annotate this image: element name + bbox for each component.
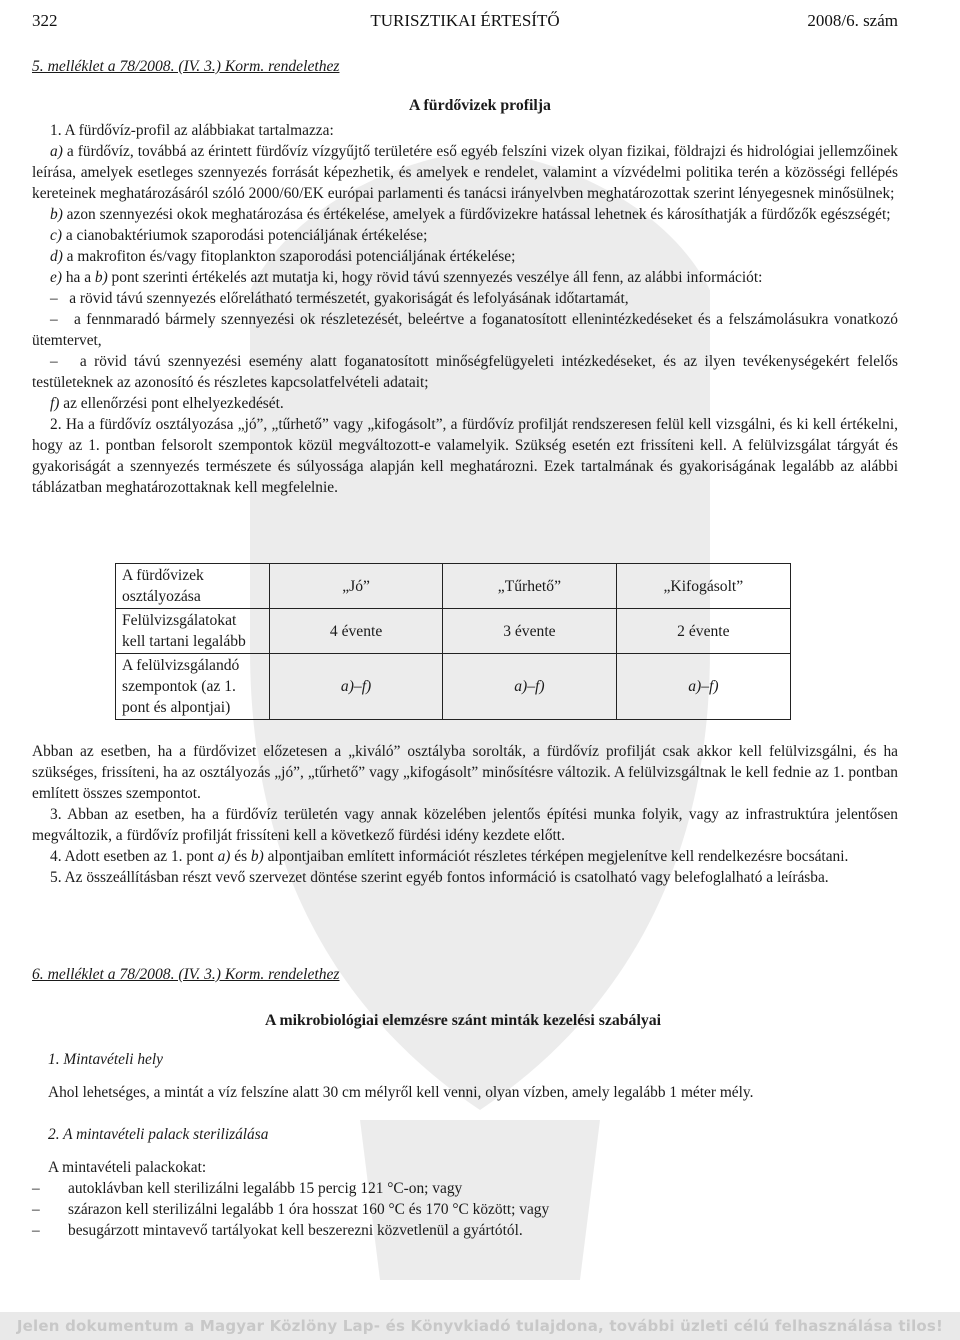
paragraph-3: 3. Abban az esetben, ha a fürdővíz területén vagy annak közelében jelentős építési munka folyik, vagy az infrastruktúra jelentősen megváltozik, a fürdővíz profilját frissíteni kell a következő fürdési idény kezdete előtt. [32, 806, 898, 844]
paragraph-4 [32, 846, 898, 867]
dash-item-2-text: a fennmaradó bármely szennyezési ok részletezését, beleértve a foganatosított ellenintézkedéseket és a felszámolásukra vonatkozó ütemtervet, [32, 311, 898, 349]
table-cell: 2 évente [616, 609, 790, 654]
item-d [32, 246, 898, 267]
list-item: – autoklávban kell sterilizálni legalább 15 percig 121 °C-on; vagy [32, 1180, 463, 1197]
paragraph-4-ref-b: b) [250, 848, 264, 865]
journal-title: TURISZTIKAI ÉRTESÍTŐ [370, 11, 560, 30]
item-a [32, 141, 898, 204]
item-b [32, 204, 898, 225]
table-cell: A felülvizsgálandó szempontok (az 1. pont és alpontjai) [116, 654, 270, 720]
item-b-mark: b) [50, 206, 63, 223]
paragraph-4-ref-a: a) [217, 848, 231, 865]
paragraph-after-table: Abban az esetben, ha a fürdővizet előzetesen a „kiváló” osztályba sorolták, a fürdővíz profilját csak akkor kell felülvizsgálni, és ha szükséges, frissíteni, ha az osztályozás „jó”, „tűrhető” vagy „kifogásolt” minősítésre változik. A felülvizsgáltnak le kell fednie az 1. pontban említett összes szempontot. [32, 743, 898, 802]
item-e-mark: e) [50, 269, 62, 286]
annex-5-label: 5. melléklet a 78/2008. (IV. 3.) Korm. rendelethez [32, 58, 340, 75]
item-c [32, 225, 898, 246]
item-e-ref: b) [94, 269, 108, 286]
dash-item-2: – a fennmaradó bármely szennyezési ok részletezését, beleértve a foganatosított ellenintézkedéseket és a felszámolásukra vonatkozó ütemtervet, [32, 311, 898, 349]
annex-5-body [32, 120, 898, 498]
section-1-heading: 1. Mintavételi hely [48, 1051, 163, 1068]
item-a-mark: a) [50, 143, 63, 160]
paragraph-4-text-3: alpontjaiban említett információt részletes térképen megjelenítve kell rendelkezésre bocsátani. [263, 848, 849, 865]
annex-6-label: 6. melléklet a 78/2008. (IV. 3.) Korm. rendelethez [32, 966, 340, 983]
item-c-text: a cianobaktériumok szaporodási potenciáljának értékelése; [61, 227, 428, 244]
table-cell: a)–f) [270, 654, 443, 720]
issue-number: 2008/6. szám [807, 11, 898, 30]
item-d-mark: d) [50, 248, 63, 265]
copyright-footer: Jelen dokumentum a Magyar Közlöny Lap- és Könyvkiadó tulajdona, további üzleti célú felhasználása tilos! [0, 1312, 960, 1340]
section-1-text: Ahol lehetséges, a mintát a víz felszíne alatt 30 cm mélyről kell venni, olyan vízben, amely legalább 1 méter mély. [48, 1084, 754, 1101]
table-cell: 4 évente [270, 609, 443, 654]
classification-table [115, 563, 791, 720]
item-f-mark: f) [50, 395, 60, 412]
item-e-text-1: ha a [61, 269, 95, 286]
table-cell: Felülvizsgálatokat kell tartani legalább [116, 609, 270, 654]
item-c-mark: c) [50, 227, 62, 244]
table-row [116, 654, 791, 720]
list-item: – besugárzott mintavevő tartályokat kell beszerezni közvetlenül a gyártótól. [32, 1222, 523, 1239]
dash-item-3: – a rövid távú szennyezési esemény alatt foganatosított minőségfelügyeleti intézkedéseket, és az ilyen tevékenységekért felelős testületeknek az azonosító és részletes kapcsolatfelvételi adatait; [32, 353, 898, 391]
list-item-text: szárazon kell sterilizálni legalább 1 óra hosszat 160 °C és 170 °C között; vagy [68, 1201, 550, 1218]
table-cell: a)–f) [616, 654, 790, 720]
table-row [116, 609, 791, 654]
paragraph-1-intro: 1. A fürdővíz-profil az alábbiakat tartalmazza: [50, 122, 334, 139]
annex-5-body-continued [32, 741, 898, 888]
page-header [32, 10, 898, 32]
paragraph-4-text-2: és [230, 848, 251, 865]
table-cell: a)–f) [443, 654, 617, 720]
list-item: – szárazon kell sterilizálni legalább 1 óra hosszat 160 °C és 170 °C között; vagy [32, 1201, 550, 1218]
section-2-intro: A mintavételi palackokat: [48, 1159, 207, 1176]
table-cell: „Kifogásolt” [616, 564, 790, 609]
annex-6-title: A mikrobiológiai elemzésre szánt minták kezelési szabályai [264, 1012, 662, 1029]
paragraph-5: 5. Az összeállításban részt vevő szervezet döntése szerint egyéb fontos információ is csatolható vagy belefoglalható a leírásba. [50, 869, 829, 886]
item-f [32, 393, 898, 414]
paragraph-4-text-1: 4. Adott esetben az 1. pont [50, 848, 218, 865]
item-a-text: a fürdővíz, továbbá az érintett fürdővíz vízgyűjtő területére eső egyéb felszíni vizek olyan fizikai, földrajzi és hidrológiai jellemzőinek leírása, amelyek esetleges szennyezés forrását képezhetik, és amelyek e rendelet, valamint a vízvédelmi politika terén a közösségi fellépés kereteinek meghatározásáról szóló 2000/60/EK európai parlamenti és tanácsi irányelvben meghatározottak szerint lényegesnek minősülnek; [32, 143, 898, 202]
table-cell: 3 évente [443, 609, 617, 654]
item-e-text-2: pont szerinti értékelés azt mutatja ki, hogy rövid távú szennyezés veszélye áll fenn, az alábbi információt: [107, 269, 763, 286]
item-e [32, 267, 898, 288]
dash-item-1-text: a rövid távú szennyezés előrelátható természetét, gyakoriságát és lefolyásának időtartamát, [69, 290, 629, 307]
table-cell: „Jó” [270, 564, 443, 609]
list-item-text: autoklávban kell sterilizálni legalább 15 percig 121 °C-on; vagy [68, 1180, 463, 1197]
dash-item-3-text: a rövid távú szennyezési esemény alatt foganatosított minőségfelügyeleti intézkedéseket, és az ilyen tevékenységekért felelős testületeknek az azonosító és részletes kapcsolatfelvételi adatait; [32, 353, 898, 391]
paragraph-2: 2. Ha a fürdővíz osztályozása „jó”, „tűrhető” vagy „kifogásolt”, a fürdővíz profilját rendszeresen felül kell vizsgálni, és ki kell értékelni, hogy az 1. pontban felsorolt szempontok közül megváltozott-e valamelyik. Szükség esetén ezt frissíteni kell. A felülvizsgálat tárgyát és gyakoriságát a szennyezés természete és súlyossága alapján kell meghatározni. Ezek tartalmának és gyakoriságának legalább az alábbi táblázatban meghatározottaknak kell megfelelnie. [32, 416, 898, 496]
list-item-text: besugárzott mintavevő tartályokat kell beszerezni közvetlenül a gyártótól. [68, 1222, 523, 1239]
dash-item-1: – a rövid távú szennyezés előrelátható természetét, gyakoriságát és lefolyásának időtartamát, [50, 290, 629, 307]
annex-5-title: A fürdővizek profilja [409, 97, 551, 114]
page-number: 322 [32, 11, 58, 30]
section-2-heading: 2. A mintavételi palack sterilizálása [48, 1126, 269, 1143]
table-cell: „Tűrhető” [443, 564, 617, 609]
item-f-text: az ellenőrzési pont elhelyezkedését. [59, 395, 284, 412]
sterilization-list [32, 1178, 898, 1241]
table-cell: A fürdővizek osztályozása [116, 564, 270, 609]
table-row [116, 564, 791, 609]
item-d-text: a makrofiton és/vagy fitoplankton szaporodási potenciáljának értékelése; [62, 248, 516, 265]
item-b-text: azon szennyezési okok meghatározása és értékelése, amelyek a fürdővizekre hatással lehetnek és károsíthatják a fürdőzők egészségét; [62, 206, 891, 223]
